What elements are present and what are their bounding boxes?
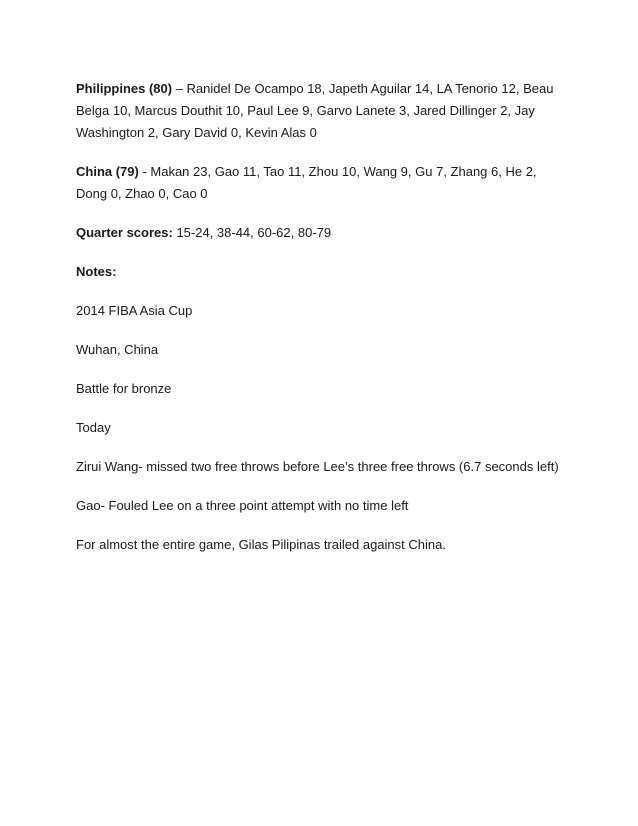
notes-label: Notes: <box>76 264 117 279</box>
notes-heading <box>76 261 566 283</box>
philippines-players: – Ranidel De Ocampo 18, Japeth Aguilar 14, LA Tenorio 12, Beau Belga 10, Marcus Douthit 10, Paul Lee 9, Garvo Lanete 3, Jared Dillinger 2, Jay Washington 2, Gary David 0, Kevin Alas 0 <box>76 81 554 140</box>
china-team-label: China (79) <box>76 164 139 179</box>
quarter-scores-values: 15-24, 38-44, 60-62, 80-79 <box>172 225 332 240</box>
china-players: - Makan 23, Gao 11, Tao 11, Zhou 10, Wang 9, Gu 7, Zhang 6, He 2, Dong 0, Zhao 0, Cao 0 <box>76 164 537 201</box>
quarter-scores <box>76 222 566 244</box>
note-line: Zirui Wang- missed two free throws before Lee’s three free throws (6.7 seconds left) <box>76 459 559 474</box>
note-line: 2014 FIBA Asia Cup <box>76 303 193 318</box>
philippines-box-score <box>76 78 566 144</box>
note-line: Gao- Fouled Lee on a three point attempt with no time left <box>76 498 409 513</box>
note-line: Battle for bronze <box>76 381 172 396</box>
note-line: For almost the entire game, Gilas Pilipinas trailed against China. <box>76 537 446 552</box>
document-page <box>76 78 566 573</box>
note-line: Today <box>76 420 111 435</box>
quarter-scores-label: Quarter scores: <box>76 225 173 240</box>
china-box-score <box>76 161 566 205</box>
philippines-team-label: Philippines (80) <box>76 81 173 96</box>
note-line: Wuhan, China <box>76 342 159 357</box>
